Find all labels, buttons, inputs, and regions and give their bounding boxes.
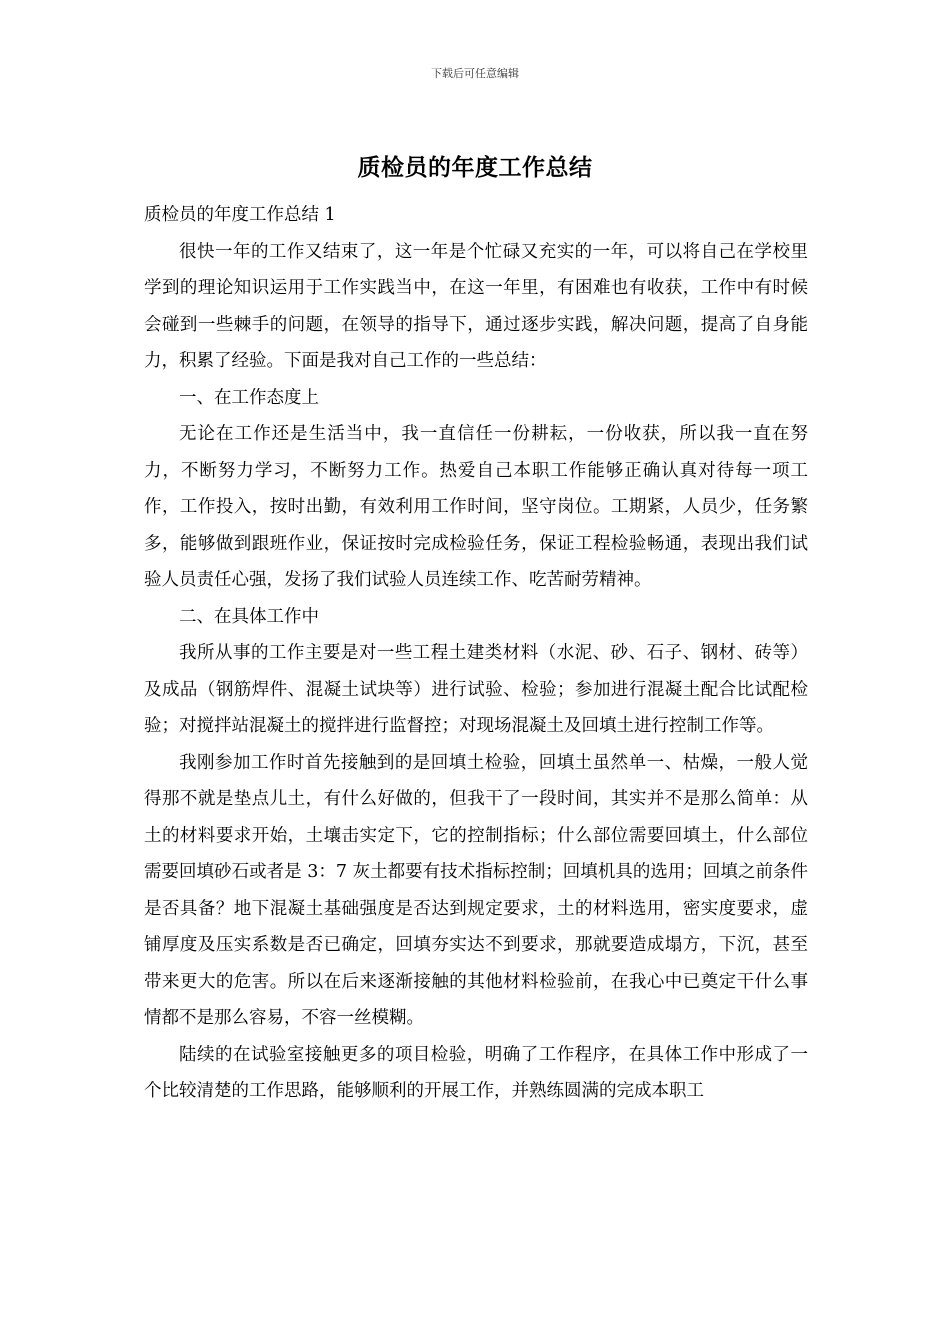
- body-paragraph: 陆续的在试验室接触更多的项目检验，明确了工作程序，在具体工作中形成了一个比较清楚的工作思路，能够顺利的开展工作，并熟练圆满的完成本职工: [144, 1044, 808, 1101]
- section-heading: 二、在具体工作中: [179, 606, 319, 627]
- body-paragraph: 无论在工作还是生活当中，我一直信任一份耕耘，一份收获，所以我一直在努力，不断努力学习，不断努力工作。热爱自己本职工作能够正确认真对待每一项工作，工作投入，按时出勤，有效利用工作时间，坚守岗位。工期紧，人员少，任务繁多，能够做到跟班作业，保证按时完成检验任务，保证工程检验畅通，表现出我们试验人员责任心强，发扬了我们试验人员连续工作、吃苦耐劳精神。: [144, 424, 808, 590]
- document-body: [144, 197, 808, 1110]
- body-paragraph: 我所从事的工作主要是对一些工程土建类材料（水泥、砂、石子、钢材、砖等）及成品（钢筋焊件、混凝土试块等）进行试验、检验；参加进行混凝土配合比试配检验；对搅拌站混凝土的搅拌进行监督控；对现场混凝土及回填土进行控制工作等。: [144, 643, 808, 736]
- body-paragraph: 我刚参加工作时首先接触到的是回填土检验，回填土虽然单一、枯燥，一般人觉得那不就是垫点儿土，有什么好做的，但我干了一段时间，其实并不是那么简单：从土的材料要求开始，土壤击实定下，它的控制指标；什么部位需要回填土，什么部位需要回填砂石或者是 3：7 灰土都要有技术指标控制；回填机具的选用；回填之前条件是否具备？地下混凝土基础强度是否达到规定要求，土的材料选用，密实度要求，虚铺厚度及压实系数是否已确定，回填夯实达不到要求，那就要造成塌方，下沉，甚至带来更大的危害。所以在后来逐渐接触的其他材料检验前，在我心中已奠定干什么事情都不是那么容易，不容一丝模糊。: [144, 752, 808, 1028]
- section-heading: 一、在工作态度上: [179, 387, 319, 408]
- subtitle-paragraph: 质检员的年度工作总结 1: [144, 205, 336, 225]
- header-note: 下载后可任意编辑: [431, 67, 519, 80]
- document-title: 质检员的年度工作总结: [357, 154, 593, 181]
- body-paragraph: 很快一年的工作又结束了，这一年是个忙碌又充实的一年，可以将自己在学校里学到的理论知识运用于工作实践当中，在这一年里，有困难也有收获，工作中有时候会碰到一些棘手的问题，在领导的指导下，通过逐步实践，解决问题，提高了自身能力，积累了经验。下面是我对自己工作的一些总结：: [144, 241, 808, 371]
